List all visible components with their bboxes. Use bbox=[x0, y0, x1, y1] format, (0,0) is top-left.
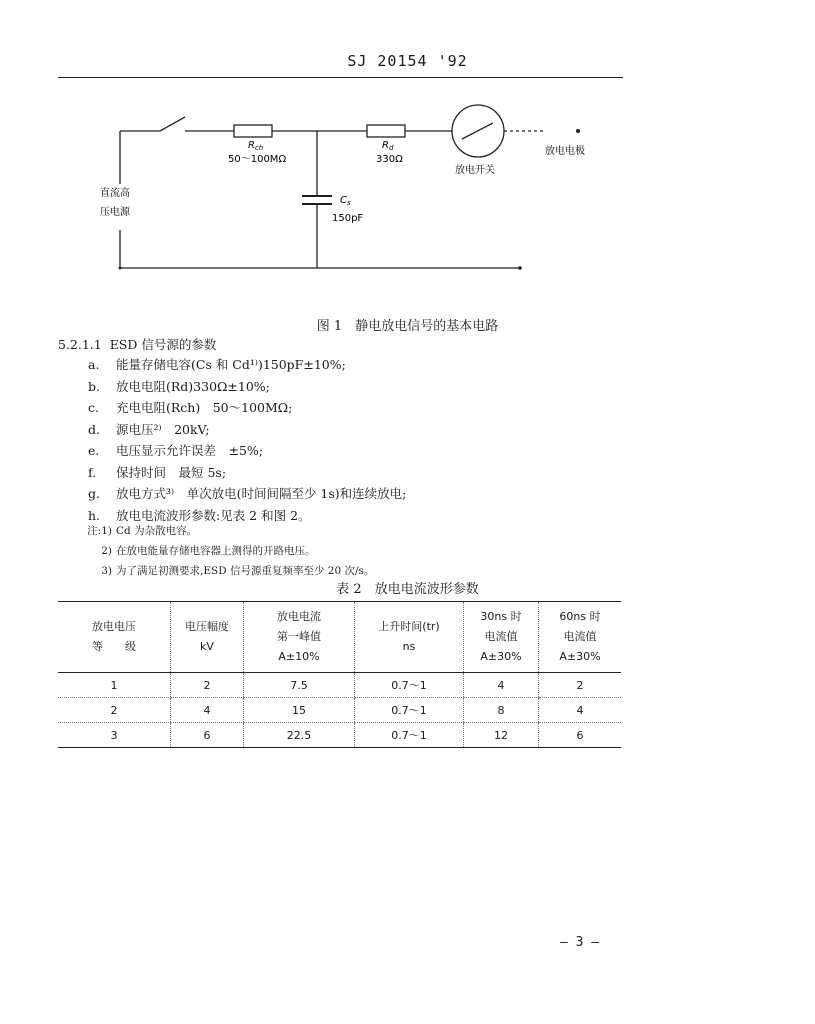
cs-symbol: $C_s$ bbox=[340, 195, 351, 207]
standard-number: SJ 20154 '92 bbox=[347, 52, 468, 70]
table-cell: 7.5 bbox=[244, 673, 355, 698]
table-cell: 1 bbox=[58, 673, 171, 698]
table-cell: 2 bbox=[539, 673, 622, 698]
item-text: 充电电阻(Rch) 50～100MΩ; bbox=[116, 400, 293, 415]
parameter-list bbox=[88, 354, 406, 526]
item-label: f. bbox=[88, 464, 97, 480]
item-text: 放电电流波形参数:见表 2 和图 2。 bbox=[116, 507, 311, 523]
figure-caption: 图 1 静电放电信号的基本电路 bbox=[316, 319, 499, 334]
item-text: 能量存储电容(Cs 和 Cd¹⁾)150pF±10%; bbox=[116, 357, 346, 372]
ground-terminal bbox=[518, 266, 522, 270]
section-title: ESD 信号源的参数 bbox=[109, 337, 217, 352]
table-cell: 12 bbox=[464, 723, 539, 748]
list-item bbox=[88, 376, 406, 398]
col-header-level: 放电电压 等 级 bbox=[58, 602, 171, 673]
table-cell: 4 bbox=[171, 698, 244, 723]
discharge-switch-contact bbox=[462, 123, 493, 139]
footnote-label: 2) bbox=[101, 545, 112, 557]
table-cell: 2 bbox=[171, 673, 244, 698]
table-cell: 4 bbox=[464, 673, 539, 698]
table-cell: 22.5 bbox=[244, 723, 355, 748]
item-text: 电压显示允许误差 ±5%; bbox=[116, 443, 264, 458]
table-cell: 4 bbox=[539, 698, 622, 723]
section-heading bbox=[58, 335, 216, 353]
item-label: c. bbox=[88, 400, 99, 415]
list-item bbox=[88, 462, 406, 484]
footnote-label: 3) bbox=[101, 565, 112, 577]
item-label: a. bbox=[88, 357, 100, 372]
col-header-current-60ns: 60ns 时 电流值 A±30% bbox=[539, 602, 622, 673]
electrode-label: 放电电极 bbox=[545, 146, 585, 157]
table-row bbox=[58, 723, 621, 748]
table-cell: 15 bbox=[244, 698, 355, 723]
table-cell: 0.7～1 bbox=[355, 723, 464, 748]
footnotes bbox=[82, 521, 374, 581]
item-label: e. bbox=[88, 443, 100, 458]
list-item bbox=[88, 440, 406, 462]
source-switch bbox=[160, 117, 185, 131]
circuit-diagram bbox=[0, 0, 815, 300]
page-number: — 3 — bbox=[560, 935, 600, 950]
table-cell: 6 bbox=[171, 723, 244, 748]
list-item bbox=[88, 397, 406, 419]
footnote bbox=[82, 541, 374, 561]
col-header-peak-current: 放电电流 第一峰值 A±10% bbox=[244, 602, 355, 673]
rd-symbol: $R_d$ bbox=[382, 140, 394, 152]
source-label-2: 压电源 bbox=[100, 207, 130, 218]
rd-value: 330Ω bbox=[376, 154, 403, 165]
table-row bbox=[58, 673, 621, 698]
table-row bbox=[58, 698, 621, 723]
cs-value: 150pF bbox=[332, 213, 364, 224]
switch-label: 放电开关 bbox=[455, 165, 495, 176]
item-text: 放电电阻(Rd)330Ω±10%; bbox=[116, 378, 270, 394]
table-cell: 2 bbox=[58, 698, 171, 723]
rch-value: 50～100MΩ bbox=[228, 154, 287, 165]
ground-node-left bbox=[119, 267, 122, 270]
source-label-1: 直流高 bbox=[100, 188, 130, 199]
item-text: 放电方式³⁾ 单次放电(时间间隔至少 1s)和连续放电; bbox=[116, 486, 407, 501]
item-text: 源电压²⁾ 20kV; bbox=[116, 421, 210, 437]
footnote-text: 在放电能量存储电容器上测得的开路电压。 bbox=[116, 545, 316, 557]
col-header-voltage: 电压幅度 kV bbox=[171, 602, 244, 673]
waveform-parameter-table bbox=[58, 601, 621, 748]
footnote bbox=[82, 521, 374, 541]
item-text: 保持时间 最短 5s; bbox=[116, 464, 227, 480]
electrode-terminal bbox=[576, 129, 580, 133]
list-item bbox=[88, 419, 406, 441]
col-header-current-30ns: 30ns 时 电流值 A±30% bbox=[464, 602, 539, 673]
table-header-row bbox=[58, 602, 621, 673]
table-cell: 6 bbox=[539, 723, 622, 748]
table-cell: 0.7～1 bbox=[355, 673, 464, 698]
footnote-label: 注:1) bbox=[87, 525, 112, 537]
resistor-rd bbox=[367, 125, 405, 137]
list-item bbox=[88, 483, 406, 505]
footnote-text: Cd 为杂散电容。 bbox=[116, 525, 198, 537]
item-label: d. bbox=[88, 421, 100, 437]
col-header-rise-time: 上升时间(tr) ns bbox=[355, 602, 464, 673]
resistor-rch bbox=[234, 125, 272, 137]
table-cell: 8 bbox=[464, 698, 539, 723]
list-item bbox=[88, 354, 406, 376]
item-label: b. bbox=[88, 378, 100, 394]
table-cell: 0.7～1 bbox=[355, 698, 464, 723]
item-label: g. bbox=[88, 486, 100, 501]
table-cell: 3 bbox=[58, 723, 171, 748]
rch-symbol: $R_{ch}$ bbox=[248, 140, 264, 152]
table-caption: 表 2 放电电流波形参数 bbox=[336, 582, 479, 597]
item-label: h. bbox=[88, 507, 101, 523]
footnote-text: 为了满足初测要求,ESD 信号源重复频率至少 20 次/s。 bbox=[116, 565, 375, 577]
section-number: 5.2.1.1 bbox=[58, 337, 102, 352]
